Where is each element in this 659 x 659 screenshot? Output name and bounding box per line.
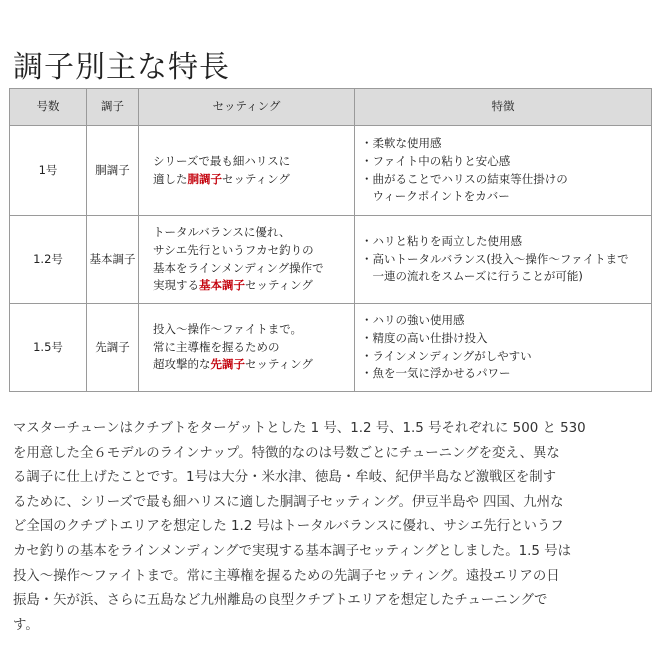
setting-line [153,356,348,374]
feature-item: ・ハリと粘りを両立した使用感 [361,233,522,248]
feature-item: ・魚を一気に浮かせるパワー [361,366,511,381]
setting-line [153,321,348,339]
feature-item: ウィークポイントをカバー [361,189,510,204]
setting-text: 常に主導権を握るための [153,339,280,354]
row-tone: 先調子 [87,304,139,392]
setting-text: 投入～操作～ファイトまで。 [153,321,303,336]
feature-item: ・曲がることでハリスの結束等仕掛けの [361,171,568,186]
feature-item: ・高いトータルバランス(投入～操作～ファイトまで [361,251,629,266]
row-setting [139,126,355,216]
setting-line [153,171,348,189]
header-number: 号数 [10,89,87,126]
setting-line [153,277,348,295]
header-setting: セッティング [139,89,355,126]
feature-item: 一連の流れをスムーズに行うことが可能) [361,269,583,284]
feature-item: ・ラインメンディングがしやすい [361,348,532,363]
description-line: ど全国のクチブトエリアを想定した 1.2 号はトータルバランスに優れ、サシエ先行というフ [13,519,564,535]
table-row [10,304,652,392]
row-features [355,304,652,392]
setting-text: セッティング [245,357,313,372]
setting-line [153,242,348,260]
feature-item: ・柔軟な使用感 [361,135,442,150]
feature-item: ・精度の高い仕掛け投入 [361,330,488,345]
row-number: 1.2号 [10,216,87,304]
page-title: 調子別主な特長 [13,50,230,86]
row-tone: 基本調子 [87,216,139,304]
setting-text: セッティング [245,278,313,293]
description-line: るために、シリーズで最も細ハリスに適した胴調子セッティング。伊豆半島や 四国、九州な [13,494,564,510]
description-paragraph [13,417,643,638]
description-line: カセ釣りの基本をラインメンディングで実現する基本調子セッティングとしました。1.5 号は [13,543,571,559]
row-number: 1.5号 [10,304,87,392]
setting-text: トータルバランスに優れ、 [153,224,291,239]
setting-highlight: 先調子 [210,357,245,372]
setting-text: 実現する [153,278,199,293]
row-features [355,126,652,216]
setting-line [153,339,348,357]
table-row [10,126,652,216]
setting-line [153,260,348,278]
setting-highlight: 胴調子 [187,171,222,186]
setting-highlight: 基本調子 [199,278,245,293]
table-row [10,216,652,304]
feature-item: ・ハリの強い使用感 [361,312,465,327]
setting-text: セッティング [222,171,290,186]
setting-line [153,153,348,171]
row-number: 1号 [10,126,87,216]
description-line: る調子に仕上げたことです。1号は大分・米水津、徳島・牟岐、紀伊半島など激戦区を制す [13,470,557,486]
setting-text: 適した [153,171,188,186]
row-tone: 胴調子 [87,126,139,216]
setting-text: サシエ先行というフカセ釣りの [153,242,314,257]
row-setting [139,216,355,304]
description-line: 投入～操作～ファイトまで。常に主導権を握るための先調子セッティング。遠投エリアの日 [13,568,560,584]
description-line: を用意した全６モデルのラインナップ。特徴的なのは号数ごとにチューニングを変え、異な [13,445,560,461]
setting-text: 超攻撃的な [153,357,211,372]
header-tone: 調子 [87,89,139,126]
row-setting [139,304,355,392]
description-line: す。 [13,617,39,633]
setting-text: シリーズで最も細ハリスに [153,153,291,168]
header-features: 特徴 [355,89,652,126]
description-line: マスターチューンはクチブトをターゲットとした 1 号、1.2 号、1.5 号それぞれに 500 と 530 [13,421,586,436]
setting-text: 基本をラインメンディング操作で [153,260,324,275]
feature-item: ・ファイト中の粘りと安心感 [361,153,511,168]
description-line: 振島・矢が浜、さらに五島など九州離島の良型クチブトエリアを想定したチューニングで [13,593,548,609]
tone-spec-table [9,88,652,392]
table-header-row [10,89,652,126]
setting-line [153,224,348,242]
row-features [355,216,652,304]
